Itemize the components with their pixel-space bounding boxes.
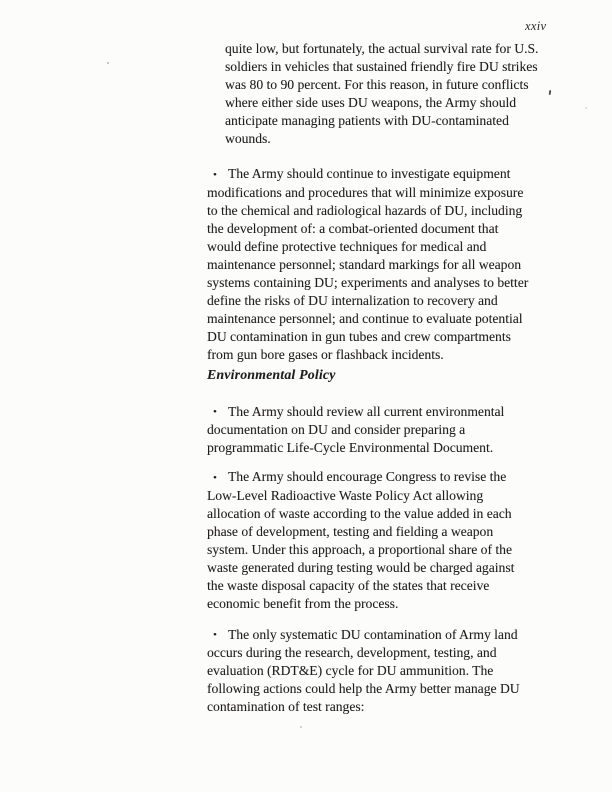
text-line	[207, 165, 559, 184]
text-line: anticipate managing patients with DU-contaminated	[225, 113, 509, 128]
bullet-item	[207, 165, 559, 364]
text-line	[207, 468, 559, 487]
text-line: Low-Level Radioactive Waste Policy Act allowing	[207, 487, 484, 503]
scan-speck	[300, 726, 302, 728]
bullet-icon: •	[213, 168, 217, 181]
bullet-icon: •	[213, 406, 217, 418]
text-line: DU contamination in gun tubes and crew compartments	[207, 328, 511, 344]
text-line: evaluation (RDT&E) cycle for DU ammunition. The	[207, 663, 494, 678]
text-line: economic benefit from the process.	[207, 595, 399, 611]
text-line: waste generated during testing would be charged against	[207, 559, 515, 575]
text-block	[207, 40, 559, 716]
text-line-text: The Army should encourage Congress to revise the	[228, 469, 507, 484]
text-line: systems containing DU; experiments and analyses to better	[207, 274, 529, 290]
bullet-item	[207, 403, 559, 458]
text-line: programmatic Life-Cycle Environmental Document.	[207, 440, 494, 455]
text-line: the waste disposal capacity of the states that receive	[207, 577, 490, 593]
text-line: modifications and procedures that will minimize exposure	[207, 184, 524, 200]
text-line-text: The Army should continue to investigate equipment	[228, 166, 511, 181]
text-line: wounds.	[225, 131, 271, 146]
section-heading: Environmental Policy	[207, 366, 336, 382]
text-line: would define protective techniques for medical and	[207, 238, 487, 254]
text-line: maintenance personnel; and continue to evaluate potential	[207, 310, 523, 326]
text-line-text: The only systematic DU contamination of Army land	[228, 626, 518, 642]
text-line: allocation of waste according to the value added in each	[207, 505, 512, 521]
bullet-item	[207, 626, 559, 717]
text-line: quite low, but fortunately, the actual survival rate for U.S.	[225, 41, 539, 56]
text-line: following actions could help the Army better manage DU	[207, 681, 520, 696]
text-line: was 80 to 90 percent. For this reason, in future conflicts	[225, 77, 529, 92]
text-line: soldiers in vehicles that sustained friendly fire DU strikes	[225, 59, 538, 74]
text-line: to the chemical and radiological hazards of DU, including	[207, 202, 523, 218]
text-line: where either side uses DU weapons, the Army should	[225, 95, 517, 110]
text-line: documentation on DU and consider preparing a	[207, 422, 466, 437]
text-line: from gun bore gases or flashback incidents.	[207, 346, 444, 362]
bullet-item	[207, 468, 559, 613]
text-line	[207, 626, 559, 645]
scan-speck	[585, 107, 587, 109]
text-line	[207, 403, 559, 422]
page-number: xxiv	[525, 19, 547, 33]
text-line: contamination of test ranges:	[207, 699, 365, 714]
text-line: system. Under this approach, a proportional share of the	[207, 541, 513, 557]
bullet-icon: •	[213, 471, 217, 484]
scan-speck	[107, 62, 109, 64]
bullet-icon: •	[213, 629, 217, 641]
text-line-text: The Army should review all current environmental	[228, 403, 505, 419]
text-line: the development of: a combat-oriented document that	[207, 220, 499, 236]
text-line: maintenance personnel; standard markings for all weapon	[207, 256, 522, 272]
text-line: phase of development, testing and fielding a weapon	[207, 523, 494, 539]
paragraph	[207, 40, 559, 148]
text-line: define the risks of DU internalization to recovery and	[207, 292, 498, 308]
text-line: occurs during the research, development, testing, and	[207, 645, 497, 660]
